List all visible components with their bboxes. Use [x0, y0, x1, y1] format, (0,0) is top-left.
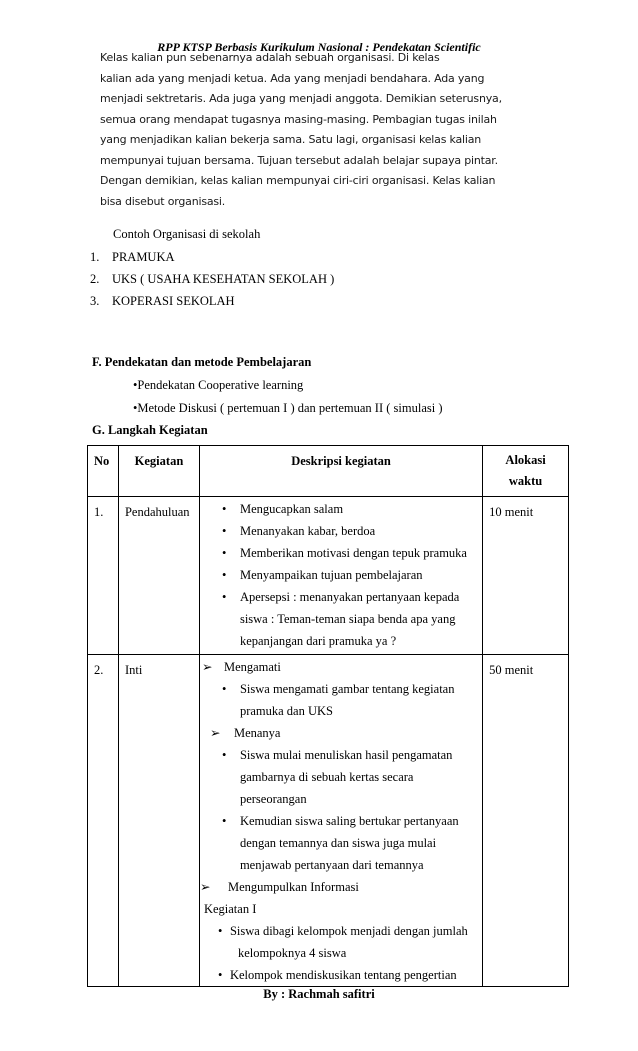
- arrow-icon: ➢: [199, 880, 211, 894]
- list-item: • Mengucapkan salam: [221, 502, 344, 516]
- header-alokasi-line: Alokasi: [505, 453, 546, 467]
- header-no: No: [88, 446, 119, 497]
- list-item: • Siswa dibagi kelompok menjadi dengan jumlah: [217, 924, 468, 938]
- row-kegiatan: Pendahuluan: [118, 497, 199, 655]
- list-item-cont: dengan temannya dan siswa juga mulai: [239, 836, 437, 850]
- row-alokasi: 50 menit: [483, 655, 569, 987]
- header-deskripsi: Deskripsi kegiatan: [199, 446, 482, 497]
- list-item-cont: pramuka dan UKS: [239, 704, 333, 718]
- table-row: [88, 497, 569, 655]
- header-alokasi: [483, 446, 569, 497]
- header-waktu-line: waktu: [508, 474, 543, 488]
- section-g-title: G. Langkah Kegiatan: [92, 423, 208, 437]
- section-f-item: •Pendekatan Cooperative learning: [133, 378, 304, 392]
- arrow-icon: ➢: [209, 726, 221, 740]
- arrow-icon: ➢: [201, 660, 213, 674]
- list-item: • Apersepsi : menanyakan pertanyaan kepada: [221, 590, 460, 604]
- contoh-text: UKS ( USAHA KESEHATAN SEKOLAH ): [112, 272, 335, 286]
- list-item-cont: menjawab pertanyaan dari temannya: [239, 858, 424, 872]
- step-menanya: ➢ Menanya: [200, 722, 482, 744]
- table-header-row: [88, 446, 569, 497]
- scan-line: bisa disebut organisasi.: [100, 194, 226, 208]
- scan-line: Dengan demikian, kelas kalian mempunyai ciri-ciri organisasi. Kelas kalian: [100, 174, 496, 187]
- section-f-item: •Metode Diskusi ( pertemuan I ) dan pertemuan II ( simulasi ): [133, 401, 443, 415]
- step-mengamati: ➢ Mengamati: [200, 656, 482, 678]
- contoh-item: [90, 272, 334, 287]
- header-kegiatan: Kegiatan: [118, 446, 199, 497]
- row-kegiatan: Inti: [118, 655, 199, 987]
- list-item: • Memberikan motivasi dengan tepuk pramuka: [221, 546, 467, 560]
- scanned-text-image: [100, 48, 502, 214]
- list-item: • Kelompok mendiskusikan tentang pengertian: [217, 968, 457, 982]
- scan-line: Kelas kalian pun sebenarnya adalah sebuah organisasi. Di kelas: [100, 51, 440, 64]
- list-item-cont: gambarnya di sebuah kertas secara: [239, 770, 414, 784]
- list-item: • Siswa mengamati gambar tentang kegiatan: [221, 682, 455, 696]
- row-alokasi: 10 menit: [483, 497, 569, 655]
- contoh-text: PRAMUKA: [112, 250, 175, 264]
- row-no: 2.: [88, 655, 119, 987]
- row-deskripsi: [199, 655, 482, 987]
- scan-line: kalian ada yang menjadi ketua. Ada yang menjadi bendahara. Ada yang: [100, 71, 485, 85]
- contoh-item: [90, 250, 175, 265]
- scan-line: yang menjadikan kalian bekerja sama. Satu lagi, organisasi kelas kalian: [100, 133, 482, 146]
- scan-line: semua orang mendapat tugasnya masing-masing. Pembagian tugas inilah: [100, 112, 497, 126]
- contoh-num: 3.: [90, 294, 100, 308]
- contoh-item: [90, 294, 235, 309]
- row-no: 1.: [88, 497, 119, 655]
- scan-line: menjadi sektretaris. Ada juga yang menjadi anggota. Demikian seterusnya,: [100, 92, 502, 105]
- contoh-num: 1.: [90, 250, 100, 264]
- row-deskripsi: [199, 497, 482, 655]
- kegiatan-i-label: Kegiatan I: [203, 902, 257, 916]
- page-header: RPP KTSP Berbasis Kurikulum Nasional : Pendekatan Scientific: [157, 40, 481, 54]
- list-item: • Siswa mulai menuliskan hasil pengamatan: [221, 748, 453, 762]
- page-footer: By : Rachmah safitri: [263, 987, 375, 1001]
- step-mengumpulkan: ➢ Mengumpulkan Informasi: [200, 876, 482, 898]
- table-row: [88, 655, 569, 987]
- list-item-cont: kepanjangan dari pramuka ya ?: [239, 634, 397, 648]
- list-item-cont: kelompoknya 4 siswa: [237, 946, 347, 960]
- langkah-kegiatan-table: [87, 445, 569, 987]
- list-item: • Menanyakan kabar, berdoa: [221, 524, 376, 538]
- list-item-cont: perseorangan: [239, 792, 307, 806]
- contoh-title: Contoh Organisasi di sekolah: [113, 227, 261, 241]
- section-f-title: F. Pendekatan dan metode Pembelajaran: [92, 355, 312, 369]
- list-item-cont: siswa : Teman-teman siapa benda apa yang: [239, 612, 456, 626]
- list-item: • Kemudian siswa saling bertukar pertanyaan: [221, 814, 459, 828]
- contoh-num: 2.: [90, 272, 100, 286]
- scan-line: mempunyai tujuan bersama. Tujuan tersebut adalah belajar supaya pintar.: [100, 153, 498, 167]
- list-item: • Menyampaikan tujuan pembelajaran: [221, 568, 423, 582]
- contoh-text: KOPERASI SEKOLAH: [112, 294, 235, 308]
